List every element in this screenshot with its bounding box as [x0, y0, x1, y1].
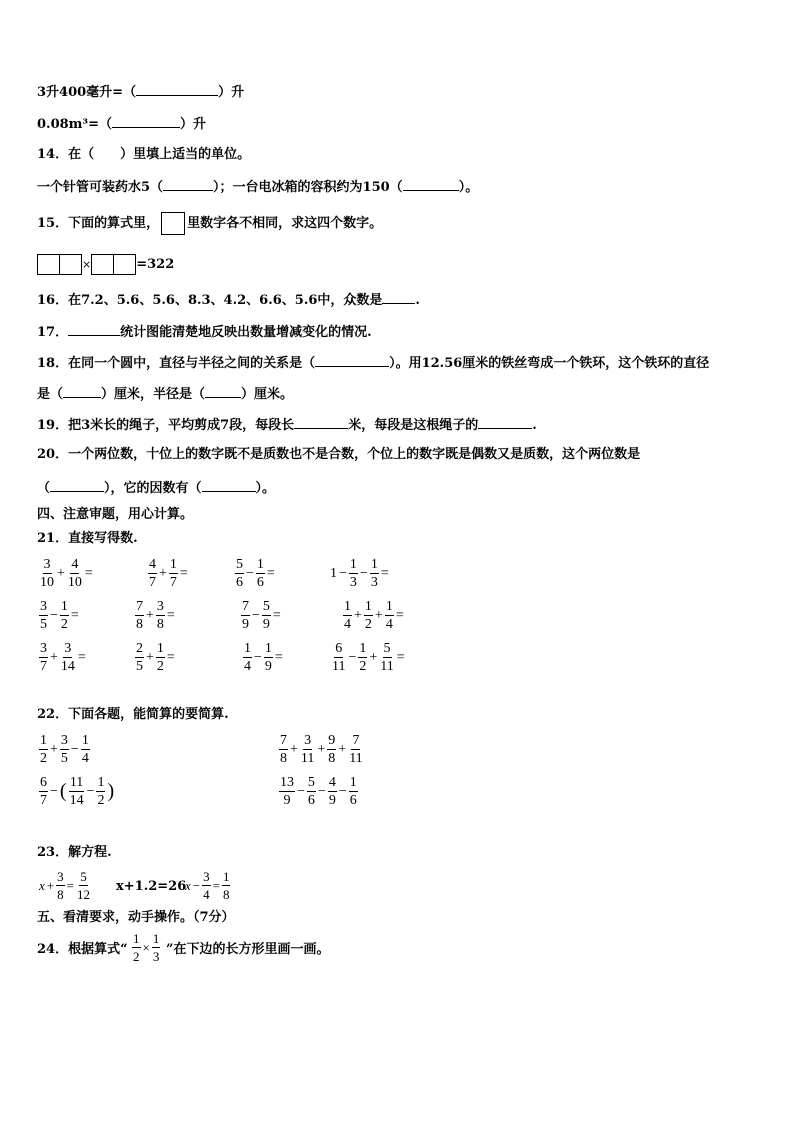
- fraction: [256, 556, 265, 591]
- fraction: [156, 640, 165, 675]
- answer-blank[interactable]: [202, 479, 256, 492]
- numerator: 9: [328, 733, 336, 748]
- text: ）。: [458, 180, 479, 195]
- numerator: 1: [169, 557, 177, 572]
- calc-21-3: [234, 556, 276, 591]
- denominator: 12: [76, 887, 90, 902]
- question-23: [37, 845, 112, 861]
- math-operator: +: [290, 741, 298, 757]
- numerator: 7: [136, 599, 143, 614]
- denominator: 4: [203, 887, 210, 902]
- denominator: 14: [69, 793, 84, 808]
- denominator: 6: [236, 575, 243, 590]
- fraction: [202, 868, 211, 903]
- answer-blank[interactable]: [205, 385, 241, 398]
- equation-text: x+1.2=26: [116, 879, 187, 894]
- fraction: [132, 930, 141, 965]
- text: ）厘米。: [241, 387, 294, 402]
- question-20: [37, 447, 640, 463]
- fraction: [56, 868, 65, 903]
- math-operator: =: [274, 649, 283, 665]
- numerator: 3: [60, 733, 68, 748]
- numerator: 1: [370, 557, 378, 572]
- fraction: [343, 598, 352, 633]
- calc-21-2: [147, 556, 189, 591]
- calc-22-2: [278, 732, 365, 767]
- math-operator: +: [46, 877, 55, 893]
- calc-21-6: [134, 598, 176, 633]
- text: ）升: [218, 85, 245, 100]
- calc-21-10: [134, 640, 176, 675]
- numerator: 1: [244, 641, 251, 656]
- numerator: 1: [344, 599, 351, 614]
- times-sign: ×: [82, 258, 92, 271]
- fraction: [349, 556, 358, 591]
- question-20-line2: [37, 479, 275, 497]
- digit-box[interactable]: [59, 254, 82, 275]
- numerator: 1: [152, 931, 160, 946]
- section-4-heading: [37, 507, 193, 523]
- answer-blank[interactable]: [294, 416, 348, 429]
- answer-blank[interactable]: [403, 178, 459, 191]
- question-17: [37, 323, 372, 341]
- fraction: [76, 868, 91, 903]
- numerator: 11: [69, 775, 84, 790]
- math-operator: =: [396, 649, 405, 665]
- math-operator: =: [395, 607, 404, 623]
- text: ），它的因数有（: [104, 481, 202, 496]
- math-operator: −: [297, 783, 305, 799]
- calc-22-1: [38, 732, 91, 767]
- fraction: [39, 556, 55, 591]
- fraction: [81, 732, 90, 767]
- numerator: 1: [222, 869, 230, 884]
- fraction: [67, 556, 83, 591]
- denominator: 7: [169, 575, 177, 590]
- math-operator: −: [254, 649, 262, 665]
- calc-21-1: [38, 556, 94, 591]
- denominator: 6: [256, 575, 264, 590]
- denominator: 5: [136, 659, 143, 674]
- math-operator: −: [192, 877, 201, 893]
- math-operator: +: [146, 649, 154, 665]
- fraction: [135, 640, 144, 675]
- text: 是（: [37, 387, 64, 402]
- numerator: 1: [364, 599, 372, 614]
- question-18-line2: [37, 385, 293, 403]
- fraction: [385, 598, 394, 633]
- math-operator: +: [146, 607, 154, 623]
- math-operator: −: [246, 565, 254, 581]
- fraction: [364, 598, 373, 633]
- fraction: [60, 732, 69, 767]
- math-operator: −: [317, 783, 326, 799]
- denominator: 4: [385, 617, 393, 632]
- calc-22-3: [38, 774, 115, 809]
- denominator: 8: [328, 751, 336, 766]
- denominator: 11: [349, 751, 363, 766]
- fraction: [222, 868, 231, 903]
- math-operator: x: [39, 877, 45, 893]
- denominator: 8: [136, 617, 143, 632]
- denominator: 9: [283, 793, 291, 808]
- calc-21-5: [38, 598, 80, 633]
- q24-expression: [131, 930, 161, 965]
- answer-blank[interactable]: [478, 416, 532, 429]
- math-operator: =: [70, 607, 79, 623]
- numerator: 1: [40, 733, 47, 748]
- numerator: 5: [80, 869, 87, 884]
- section-5-heading: [37, 910, 235, 926]
- calc-21-9: [38, 640, 87, 675]
- fraction: [264, 640, 273, 675]
- text: ）升: [180, 117, 207, 132]
- numerator: 1: [133, 931, 140, 946]
- fraction: [327, 732, 336, 767]
- numerator: 6: [40, 775, 47, 790]
- fraction: [370, 556, 379, 591]
- question-text: 21．直接写得数.: [37, 531, 138, 546]
- numerator: 3: [64, 641, 72, 656]
- denominator: 2: [133, 949, 140, 964]
- answer-blank[interactable]: [112, 115, 180, 128]
- fraction: [60, 640, 76, 675]
- denominator: 2: [60, 617, 68, 632]
- math-operator: +: [50, 741, 58, 757]
- question-15-equation: [37, 254, 174, 275]
- equation-23-1: [38, 868, 92, 903]
- numerator: 7: [280, 733, 287, 748]
- denominator: 2: [97, 793, 105, 808]
- equation-23-3: [184, 868, 231, 903]
- question-24-tail: [166, 942, 329, 958]
- math-operator: =: [166, 649, 175, 665]
- question-text: 15．下面的算式里，: [37, 216, 160, 231]
- conversion-line-cubic: [37, 115, 206, 133]
- fraction: [328, 774, 337, 809]
- text: .: [532, 418, 537, 433]
- math-operator: (: [59, 780, 67, 802]
- equation-23-2: [116, 879, 186, 895]
- question-text: 20．一个两位数，十位上的数字既不是质数也不是合数，个位上的数字既是偶数又是质数，这个两位数是: [37, 447, 641, 462]
- numerator: 5: [236, 557, 243, 572]
- math-operator: =: [84, 565, 93, 581]
- denominator: 3: [370, 575, 378, 590]
- digit-box[interactable]: [37, 254, 60, 275]
- math-operator: +: [57, 565, 65, 581]
- numerator: 1: [256, 557, 264, 572]
- math-operator: 1: [330, 565, 337, 581]
- digit-box[interactable]: [113, 254, 136, 275]
- question-24: [37, 942, 128, 958]
- question-text: 24．根据算式“: [37, 942, 128, 957]
- numerator: 5: [383, 641, 391, 656]
- denominator: 6: [307, 793, 315, 808]
- fraction: [169, 556, 178, 591]
- calc-21-12: [330, 640, 406, 675]
- math-operator: =: [166, 607, 175, 623]
- math-operator: −: [70, 741, 79, 757]
- numerator: 1: [60, 599, 68, 614]
- math-operator: −: [359, 565, 368, 581]
- fraction: [331, 640, 346, 675]
- answer-blank[interactable]: [63, 385, 101, 398]
- calc-21-8: [342, 598, 405, 633]
- numerator: 4: [328, 775, 336, 790]
- question-text: 16．在7.2、5.6、5.6、8.3、4.2、6.6、5.6中，众数是: [37, 293, 383, 308]
- fraction: [60, 598, 69, 633]
- numerator: 6: [335, 641, 343, 656]
- digit-box-icon: [161, 212, 185, 235]
- answer-blank[interactable]: [382, 291, 415, 304]
- question-15: [37, 212, 382, 235]
- math-operator: −: [50, 607, 58, 623]
- question-text: ”在下边的长方形里画一画。: [166, 942, 330, 957]
- numerator: 4: [71, 557, 79, 572]
- numerator: 1: [81, 733, 89, 748]
- math-operator: −: [252, 607, 260, 623]
- math-operator: +: [50, 649, 58, 665]
- numerator: 3: [43, 557, 51, 572]
- math-operator: +: [374, 607, 383, 623]
- math-operator: +: [354, 607, 362, 623]
- section-title: 四、注意审题，用心计算。: [37, 507, 194, 522]
- fraction: [39, 732, 48, 767]
- text: 0.08m³=（: [37, 117, 113, 132]
- fraction: [39, 774, 48, 809]
- question-text: 22．下面各题，能简算的要简算.: [37, 707, 229, 722]
- denominator: 8: [156, 617, 164, 632]
- denominator: 4: [244, 659, 251, 674]
- fraction: [279, 774, 295, 809]
- math-operator: −: [86, 783, 95, 799]
- math-operator: =: [266, 565, 275, 581]
- fraction: [279, 732, 288, 767]
- denominator: 4: [344, 617, 351, 632]
- fraction: [156, 598, 165, 633]
- numerator: 4: [149, 557, 156, 572]
- numerator: 3: [40, 641, 47, 656]
- question-18: [37, 354, 709, 372]
- math-operator: =: [272, 607, 281, 623]
- question-text: ）。用12.56厘米的铁丝弯成一个铁环，这个铁环的直径: [389, 356, 710, 371]
- denominator: 11: [332, 659, 346, 674]
- denominator: 8: [57, 887, 64, 902]
- denominator: 7: [149, 575, 156, 590]
- denominator: 2: [156, 659, 164, 674]
- numerator: 1: [264, 641, 272, 656]
- denominator: 4: [81, 751, 89, 766]
- fraction: [358, 640, 367, 675]
- denominator: 8: [222, 887, 230, 902]
- question-14-detail: [37, 178, 478, 196]
- numerator: 1: [156, 641, 164, 656]
- text: ）；一台电冰箱的容积约为150（: [213, 180, 403, 195]
- numerator: 1: [349, 557, 357, 572]
- denominator: 10: [40, 575, 54, 590]
- math-operator: +: [369, 649, 378, 665]
- denominator: 2: [364, 617, 372, 632]
- numerator: 7: [242, 599, 249, 614]
- denominator: 9: [262, 617, 270, 632]
- question-text: 里数字各不相同，求这四个数字。: [187, 216, 383, 231]
- numerator: 3: [304, 733, 312, 748]
- fraction: [148, 556, 157, 591]
- text: ）厘米，半径是（: [101, 387, 206, 402]
- numerator: 1: [385, 599, 393, 614]
- answer-blank[interactable]: [163, 178, 213, 191]
- denominator: 5: [40, 617, 47, 632]
- denominator: 3: [152, 949, 160, 964]
- denominator: 2: [359, 659, 367, 674]
- question-21: [37, 531, 138, 547]
- math-operator: +: [317, 741, 326, 757]
- numerator: 2: [136, 641, 143, 656]
- question-text: 统计图能清楚地反映出数量增减变化的情况.: [120, 325, 372, 340]
- question-text: 14．在（ ）里填上适当的单位。: [37, 147, 251, 162]
- numerator: 5: [262, 599, 270, 614]
- fraction: [39, 640, 48, 675]
- question-text: 米，每段是这根绳子的: [348, 418, 479, 433]
- fraction: [379, 640, 394, 675]
- denominator: 9: [328, 793, 336, 808]
- math-operator: ×: [142, 939, 150, 955]
- fraction: [241, 598, 250, 633]
- numerator: 1: [349, 775, 357, 790]
- question-text: 19．把3米长的绳子，平均剪成7段，每段长: [37, 418, 295, 433]
- math-operator: =: [380, 565, 389, 581]
- fraction: [135, 598, 144, 633]
- fraction: [349, 774, 358, 809]
- denominator: 7: [40, 793, 47, 808]
- text: .: [415, 293, 420, 308]
- numerator: 3: [57, 869, 64, 884]
- math-operator: −: [348, 649, 357, 665]
- denominator: 9: [264, 659, 272, 674]
- text: （: [37, 481, 51, 496]
- denominator: 7: [40, 659, 47, 674]
- denominator: 5: [60, 751, 68, 766]
- text: ）。: [255, 481, 276, 496]
- text: 一个针管可装药水5（: [37, 180, 164, 195]
- fraction: [300, 732, 315, 767]
- section-title: 五、看清要求，动手操作。（7分）: [37, 910, 235, 925]
- calc-22-4: [278, 774, 359, 809]
- question-16: [37, 291, 420, 309]
- denominator: 6: [349, 793, 357, 808]
- numerator: 3: [203, 869, 210, 884]
- math-operator: +: [338, 741, 347, 757]
- answer-blank[interactable]: [136, 83, 218, 96]
- fraction: [243, 640, 252, 675]
- math-operator: −: [50, 783, 58, 799]
- fraction: [69, 774, 85, 809]
- numerator: 3: [40, 599, 47, 614]
- text: 17．: [37, 325, 69, 340]
- fraction: [235, 556, 244, 591]
- math-operator: −: [339, 565, 347, 581]
- numerator: 1: [97, 775, 105, 790]
- math-operator: x: [185, 877, 191, 893]
- denominator: 8: [280, 751, 287, 766]
- digit-box[interactable]: [91, 254, 114, 275]
- fraction: [39, 598, 48, 633]
- calc-21-4: [329, 556, 390, 591]
- fraction: [307, 774, 316, 809]
- denominator: 10: [67, 575, 82, 590]
- text: 3升400毫升=（: [37, 85, 137, 100]
- numerator: 1: [359, 641, 367, 656]
- answer-blank[interactable]: [68, 323, 120, 336]
- denominator: 3: [349, 575, 357, 590]
- fraction: [96, 774, 105, 809]
- calc-21-11: [242, 640, 284, 675]
- numerator: 7: [352, 733, 360, 748]
- equation-result: =322: [136, 257, 175, 272]
- math-operator: ): [107, 780, 115, 802]
- math-operator: =: [212, 877, 220, 893]
- numerator: 5: [307, 775, 315, 790]
- fraction: [152, 930, 161, 965]
- math-operator: +: [159, 565, 167, 581]
- math-operator: =: [66, 877, 74, 893]
- denominator: 11: [300, 751, 315, 766]
- numerator: 13: [280, 775, 294, 790]
- question-19: [37, 416, 537, 434]
- fraction: [262, 598, 271, 633]
- conversion-line-liters: [37, 83, 244, 101]
- question-text: 18．在同一个圆中，直径与半径之间的关系是（: [37, 356, 316, 371]
- question-text: 23．解方程.: [37, 845, 112, 860]
- math-operator: =: [77, 649, 86, 665]
- denominator: 9: [242, 617, 249, 632]
- numerator: 3: [156, 599, 164, 614]
- question-14: [37, 147, 250, 163]
- math-operator: −: [338, 783, 347, 799]
- denominator: 14: [60, 659, 75, 674]
- fraction: [348, 732, 363, 767]
- question-22: [37, 707, 229, 723]
- math-operator: =: [179, 565, 188, 581]
- answer-blank[interactable]: [315, 354, 389, 367]
- calc-21-7: [240, 598, 282, 633]
- denominator: 11: [380, 659, 394, 674]
- denominator: 2: [40, 751, 47, 766]
- answer-blank[interactable]: [50, 479, 104, 492]
